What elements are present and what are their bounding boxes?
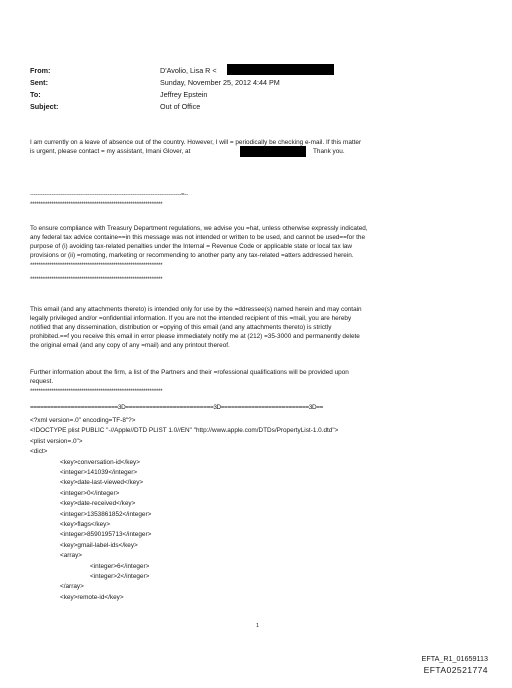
confidential-line: This email (and any attachments thereto) is intended only for use by the =ddressee(s) named herein and may contain (30, 306, 362, 313)
confidential-line: prohibited.==f you receive this email in error please immediately notify me at (212) =35-3000 and permanently delete (30, 333, 360, 340)
footer-ref-2: EFTA02521774 (423, 665, 488, 675)
plist-line: <key>flags</key> (60, 521, 111, 528)
star-separator-2: ************************************************************** (30, 263, 163, 269)
confidential-line: legally privileged and/or =onfidential information. If you are not the intended recipient of this =mail, you are hereby (30, 315, 352, 322)
subject-value: Out of Office (160, 102, 201, 111)
plist-line: <integer>6</integer> (90, 562, 150, 570)
plist-line: <integer>141039</integer> (60, 469, 138, 476)
star-separator-3: ************************************************************** (30, 277, 163, 283)
treasury-line: provisions or (ii) =romoting, marketing or recommending to another party any tax-related =atters addressed herein. (30, 252, 354, 259)
footer-ref-1: EFTA_R1_01659113 (421, 654, 488, 663)
page-number: 1 (256, 623, 260, 629)
plist-line: </array> (60, 583, 84, 591)
redaction-phone (240, 146, 306, 157)
plist-line: <plist version=.0"> (30, 437, 83, 445)
intro-line-1: I am currently on a leave of absence out of the country. However, I will = periodically be checking e-mail. If this matter (30, 139, 362, 146)
plist-line: <key>gmail-label-ids</key> (60, 541, 138, 549)
star-separator-4: ************************************************************** (30, 389, 163, 395)
plist-line: <integer>1353861852</integer> (60, 510, 152, 518)
dash-separator: ------------------------------------------------------------------------------------=-- (30, 192, 188, 198)
plist-line: <key>date-received</key> (60, 500, 136, 508)
sent-label: Sent: (30, 78, 48, 87)
plist-line: <key>remote-id</key> (60, 593, 124, 601)
plist-line: <dict> (30, 448, 48, 456)
from-label: From: (30, 66, 51, 75)
plist-line: <integer>0</integer> (60, 489, 120, 497)
treasury-line: purpose of (i) avoiding tax-related penalties under the Internal = Revenue Code or applicable state or local tax law (30, 243, 353, 250)
confidential-line: notified that any dissemination, distribution or =opying of this email (and any attachments thereto) is strictly (30, 324, 332, 331)
to-value: Jeffrey Epstein (160, 90, 208, 99)
plist-line: <integer>2</integer> (90, 573, 150, 580)
equals-line: ==========================3D==========================3D==========================3D== (30, 404, 323, 411)
plist-line: <array> (60, 552, 83, 560)
plist-line: <integer>8590195713</integer> (60, 531, 152, 539)
confidential-line: the original email (and any copy of any =mail) and any printout thereof. (30, 342, 230, 349)
plist-line: <key>conversation-id</key> (60, 458, 140, 466)
intro-line-2a: is urgent, please contact = my assistant, Imani Glover, at (30, 148, 191, 155)
intro-line-2b: Thank you. (313, 148, 345, 155)
further-line-1: Further information about the firm, a list of the Partners and their =rofessional qualifications will be provided upon (30, 369, 349, 376)
sent-value: Sunday, November 25, 2012 4:44 PM (160, 78, 280, 87)
subject-label: Subject: (30, 102, 59, 111)
treasury-line: any federal tax advice containe==in this message was not intended or written to be used, and cannot be used==for the (30, 234, 366, 241)
from-value: D'Avolio, Lisa R < (160, 66, 217, 75)
redaction-from (227, 64, 334, 75)
to-label: To: (30, 90, 41, 99)
treasury-line: To ensure compliance with Treasury Department regulations, we advise you =hat, unless otherwise expressly indicated, (30, 225, 368, 232)
further-line-2: request. (30, 378, 54, 385)
star-separator-1: ************************************************************** (30, 202, 163, 208)
plist-line: <key>date-last-viewed</key> (60, 479, 144, 487)
plist-line: <?xml version=.0" encoding=TF-8"?> (30, 417, 136, 424)
plist-line: <!DOCTYPE plist PUBLIC "-//Apple//DTD PLIST 1.0//EN" "http://www.apple.com/DTDs/PropertyList-1.0.dtd"> (30, 427, 339, 435)
